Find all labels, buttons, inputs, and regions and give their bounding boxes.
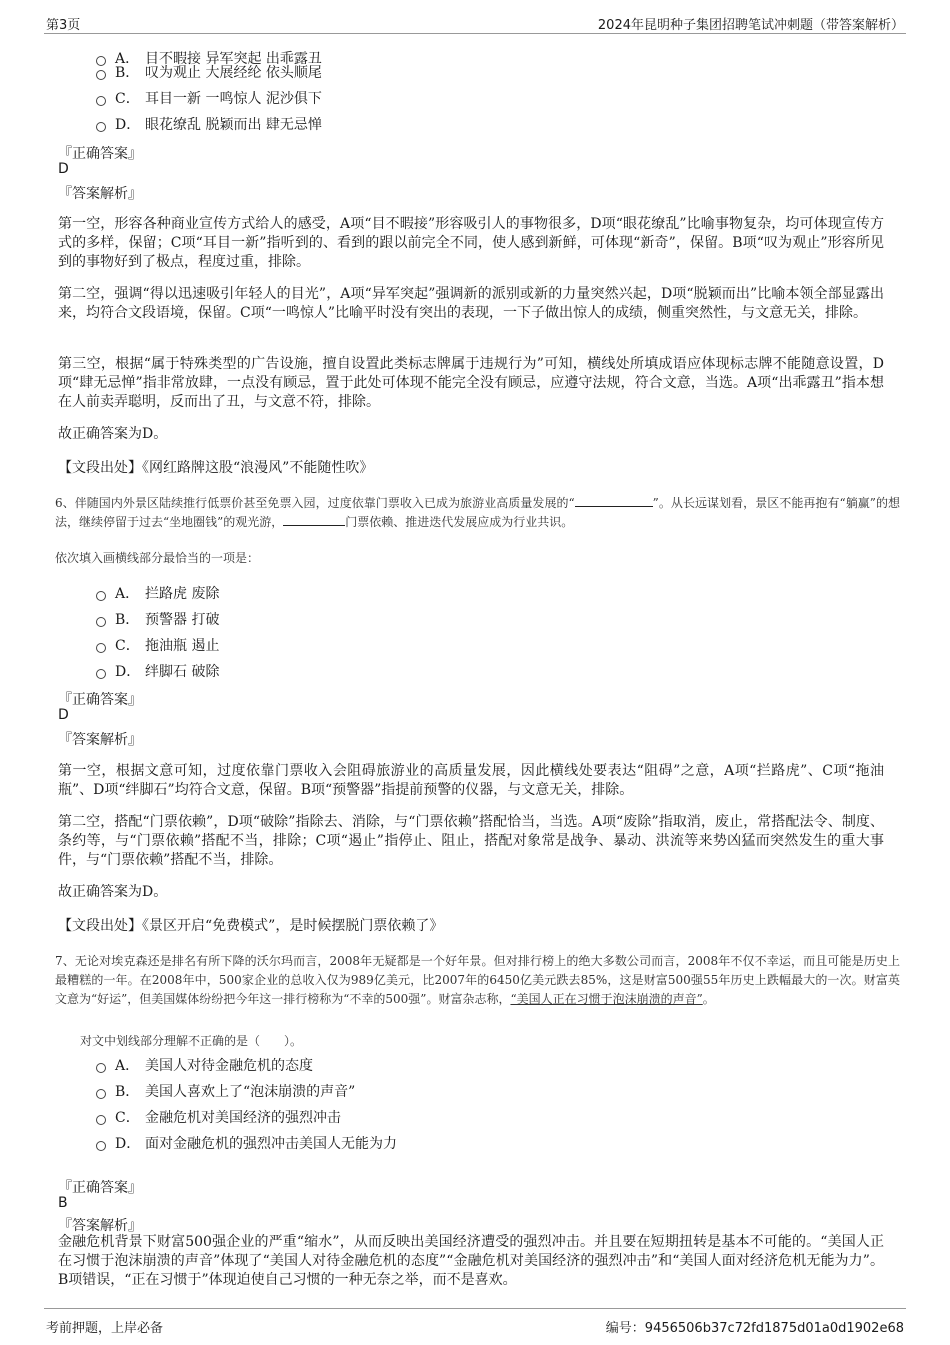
q5-source: 【文段出处】《网红路牌这股“浪漫风”不能随性吹》 [58,460,374,476]
q5-option-d[interactable]: D． 眼花缭乱 脱颖而出 肆无忌惮 [96,114,322,134]
q7-analysis: 金融危机背景下财富500强企业的严重“缩水”，从而反映出美国经济遭受的强烈冲击。并且要在短期扭转是基本不可能的。“美国人正在习惯于泡沫崩溃的声音”体现了“美国人对待金融危机的态度”“金融危机对美国经济的强烈冲击”和“美国人面对经济危机无能为力”。B项错误，“正在习惯于”体现迫使自己习惯的一种无奈之举，而不是喜欢。 [58,1234,884,1288]
q7-option-c[interactable]: C． 金融危机对美国经济的强烈冲击 [96,1107,341,1127]
q7-option-b[interactable]: B． 美国人喜欢上了“泡沫崩溃的声音” [96,1081,355,1101]
q6-source: 【文段出处】《景区开启“免费模式”，是时候摆脱门票依赖了》 [58,918,444,934]
radio-icon[interactable] [96,617,106,627]
q6-analysis-paragraph-2: 第二空，搭配“门票依赖”，D项“破除”指除去、消除，与“门票依赖”搭配恰当，当选。A项“废除”指取消，废止，常搭配法令、制度、条约等，与“门票依赖”搭配不当，排除；C项“遏止”指停止、阻止，搭配对象常是战争、暴动、洪流等来势凶猛而突然发生的重大事件，与“门票依赖”搭配不当，排除。 [58,814,884,868]
radio-icon[interactable] [96,122,106,132]
q5-conclusion: 故正确答案为D。 [58,426,168,442]
q6-option-c[interactable]: C． 拖油瓶 遏止 [96,635,219,655]
radio-icon[interactable] [96,1063,106,1073]
footer-slogan: 考前押题，上岸必备 [46,1321,164,1336]
radio-icon[interactable] [96,643,106,653]
footer-code: 编号：9456506b37c72fd1875d01a0d1902e68 [605,1321,904,1336]
q5-analysis-label: 『答案解析』 [58,186,142,202]
fill-blank-2[interactable] [283,513,345,526]
fill-blank-1[interactable] [575,494,653,507]
q7-answer-label: 『正确答案』 [58,1180,142,1196]
q5-answer-label: 『正确答案』 [58,146,142,162]
q7-stem: 7、无论对埃克森还是排名有所下降的沃尔玛而言，2008年无疑都是一个好年景。但对排行榜上的绝大多数公司而言，2008年不仅不幸运，而且可能是历史上最糟糕的一年。在2008年中，500家企业的总收入仅为989亿美元，比2007年的6450亿美元跌去85%，这是财富500强55年历史上跌幅最大的一次。财富英文意为“好运”，但美国媒体纷纷把今年这一排行榜称为“不幸的500强”。财富杂志称，“美国人正在习惯于泡沫崩溃的声音”。 [55,954,900,1006]
q5-analysis-paragraph-2: 第二空，强调“得以迅速吸引年轻人的目光”，A项“异军突起”强调新的派别或新的力量突然兴起，D项“脱颖而出”比喻本领全部显露出来，均符合文段语境，保留。C项“一鸣惊人”比喻平时没有突出的表现，一下子做出惊人的成绩，侧重突然性，与文意无关，排除。 [58,286,884,321]
q5-option-c[interactable]: C． 耳目一新 一鸣惊人 泥沙俱下 [96,88,322,108]
q7-analysis-label: 『答案解析』 [58,1218,142,1234]
q6-conclusion: 故正确答案为D。 [58,884,168,900]
q6-prompt: 依次填入画横线部分最恰当的一项是： [55,551,260,565]
q6-option-d[interactable]: D． 绊脚石 破除 [96,661,219,681]
q7-answer: B [58,1195,68,1211]
page-number: 第3页 [46,18,81,33]
q7-prompt: 对文中划线部分理解不正确的是（ ）。 [80,1034,303,1048]
q6-analysis-label: 『答案解析』 [58,732,142,748]
q5-option-a[interactable]: A． 目不暇接 异军突起 出乖露丑 [96,48,322,68]
q7-option-a[interactable]: A． 美国人对待金融危机的态度 [96,1055,313,1075]
document-title: 2024年昆明种子集团招聘笔试冲刺题（带答案解析） [597,18,904,33]
q6-answer-label: 『正确答案』 [58,692,142,708]
q5-analysis-paragraph-3: 第三空，根据“属于特殊类型的广告设施，擅自设置此类标志牌属于违规行为”可知，横线处所填成语应体现标志牌不能随意设置，D项“肆无忌惮”指非常放肆，一点没有顾忌，置于此处可体现不能完全没有顾忌，应遵守法规，符合文意，当选。A项“出乖露丑”指本想在人前卖弄聪明，反而出了丑，与文意不符，排除。 [58,356,884,410]
radio-icon[interactable] [96,1141,106,1151]
page-header [0,0,950,36]
footer-divider [44,1308,906,1309]
q7-underlined-quote: “美国人正在习惯于泡沫崩溃的声音” [510,992,703,1006]
radio-icon[interactable] [96,96,106,106]
q6-option-a[interactable]: A． 拦路虎 废除 [96,583,219,603]
q6-option-b[interactable]: B． 预警器 打破 [96,609,219,629]
radio-icon[interactable] [96,669,106,679]
radio-icon[interactable] [96,591,106,601]
radio-icon[interactable] [96,1089,106,1099]
page-footer [0,1308,950,1345]
q5-option-b[interactable]: B． 叹为观止 大展经纶 依头顺尾 [96,62,322,82]
header-divider [44,33,906,34]
q6-answer: D [58,707,69,723]
q6-analysis-paragraph-1: 第一空，根据文意可知，过度依靠门票收入会阻碍旅游业的高质量发展，因此横线处要表达“阻碍”之意，A项“拦路虎”、C项“拖油瓶”、D项“绊脚石”均符合文意，保留。B项“预警器”指提前预警的仪器，与文意无关，排除。 [58,763,884,798]
q6-stem: 6、伴随国内外景区陆续推行低票价甚至免票入园，过度依靠门票收入已成为旅游业高质量发展的“ ”。从长远谋划看，景区不能再抱有“躺赢”的想法，继续停留于过去“坐地圈钱”的观光游， 门票依赖、推进迭代发展应成为行业共识。 [55,496,901,529]
q7-option-d[interactable]: D． 面对金融危机的强烈冲击美国人无能为力 [96,1133,397,1153]
radio-icon[interactable] [96,1115,106,1125]
radio-icon[interactable] [96,70,106,80]
q5-answer: D [58,161,69,177]
q5-analysis-paragraph-1: 第一空，形容各种商业宣传方式给人的感受，A项“目不暇接”形容吸引人的事物很多，D项“眼花缭乱”比喻事物复杂，均可体现宣传方式的多样，保留；C项“耳目一新”指听到的、看到的跟以前完全不同，使人感到新鲜，可体现“新奇”，保留。B项“叹为观止”形容所见到的事物好到了极点，程度过重，排除。 [58,216,884,270]
